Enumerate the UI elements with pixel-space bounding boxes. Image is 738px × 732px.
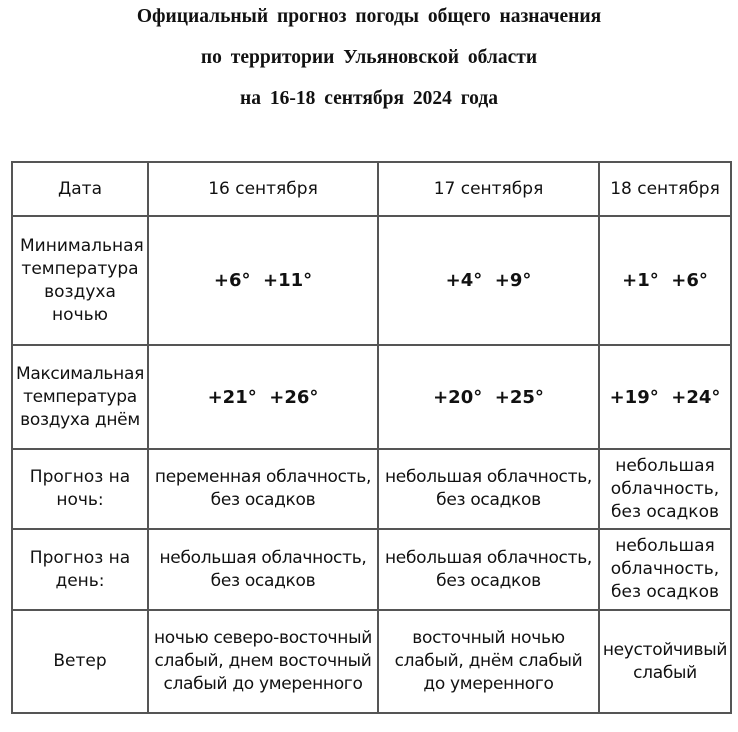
row-label: [12, 449, 148, 529]
table-header-row: [12, 162, 731, 216]
row-label: Ветер: [12, 610, 148, 713]
wind-18: [599, 610, 731, 713]
cell-text: неустойчивый слабый: [602, 639, 728, 683]
header-date-label: Дата: [12, 162, 148, 216]
row-label-text: Прогноз на ночь:: [29, 467, 131, 510]
table-row-day-forecast: [12, 529, 731, 610]
title-line-3: на 16-18 сентября 2024 года: [240, 88, 498, 109]
cell-text: небольшая облачность, без осадков: [610, 536, 720, 602]
table-row-wind: [12, 610, 731, 713]
row-label-text: Прогноз на день:: [29, 547, 131, 591]
row-label: [12, 345, 148, 449]
max-temp-16: +21° +26°: [148, 345, 378, 449]
min-temp-17: +4° +9°: [378, 216, 599, 345]
day-forecast-17: [378, 529, 599, 610]
day-forecast-18: [599, 529, 731, 610]
table-row-max-temp: [12, 345, 731, 449]
title-line-2: по территории Ульяновской области: [200, 47, 538, 68]
day-forecast-16: [148, 529, 378, 610]
row-label-text: Максимальная температура воздуха днём: [15, 363, 145, 430]
cell-text: небольшая облачность, без осадков: [384, 467, 593, 510]
cell-text: небольшая облачность, без осадков: [610, 455, 720, 522]
min-temp-18: +1° +6°: [599, 216, 731, 345]
cell-text: ночью северо-восточный слабый, днем восточный слабый до умеренного: [153, 628, 372, 694]
cell-text: переменная облачность, без осадков: [154, 467, 372, 510]
cell-text: небольшая облачность, без осадков: [384, 547, 593, 591]
table-row-min-temp: [12, 216, 731, 345]
night-forecast-17: [378, 449, 599, 529]
cell-text: небольшая облачность, без осадков: [159, 547, 367, 591]
wind-16: [148, 610, 378, 713]
cell-text: восточный ночью слабый, днём слабый до умеренного: [394, 628, 583, 694]
forecast-table: [11, 161, 732, 714]
max-temp-17: +20° +25°: [378, 345, 599, 449]
row-label: [12, 529, 148, 610]
row-label: [12, 216, 148, 345]
max-temp-18: +19° +24°: [599, 345, 731, 449]
min-temp-16: +6° +11°: [148, 216, 378, 345]
table-row-night-forecast: [12, 449, 731, 529]
wind-17: [378, 610, 599, 713]
night-forecast-16: [148, 449, 378, 529]
header-day-18: 18 сентября: [599, 162, 731, 216]
title-line-1: Официальный прогноз погоды общего назначения: [136, 6, 602, 27]
header-day-17: 17 сентября: [378, 162, 599, 216]
row-label-text: Минимальная температура воздуха ночью: [20, 235, 144, 325]
night-forecast-18: [599, 449, 731, 529]
header-day-16: 16 сентября: [148, 162, 378, 216]
